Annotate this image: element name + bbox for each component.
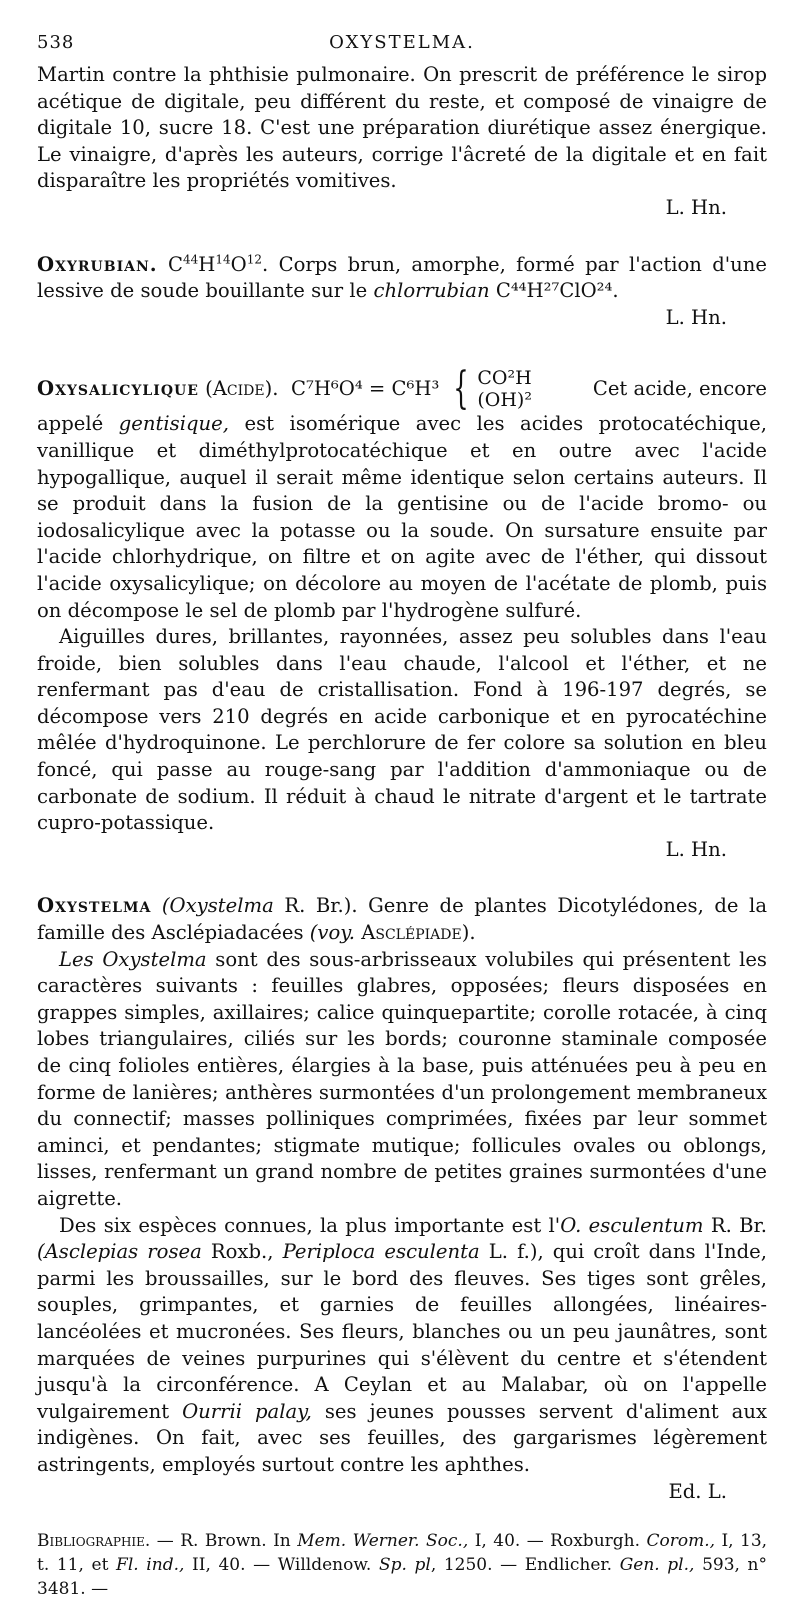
entry-headword: Oxysalicylique [37, 377, 199, 401]
entry-headword: Oxyrubian. [37, 252, 158, 276]
signature: L. Hn. [665, 305, 727, 329]
entry-oxyrubian: Oxyrubian. $C^{44}H^{14}O^{12}$. Corps brun, amorphe, formé par l'action d'une lessive de soude bouillante sur le chlorrubian C⁴⁴H²⁷ClO²⁴. [37, 252, 767, 303]
signature-line [37, 837, 767, 864]
body-text [37, 62, 767, 1601]
page [37, 28, 767, 1601]
signature-line [37, 195, 767, 222]
formula-brace: { CO²H (OH)² [453, 363, 532, 415]
entry-oxystelma: Oxystelma (Oxystelma R. Br.). Genre de plantes Dicotylédones, de la famille des Asclépiadacées (voy. Asclépiade). [37, 894, 767, 945]
running-head: OXYSTELMA. [329, 32, 475, 53]
signature: L. Hn. [665, 837, 727, 861]
paragraph: Les Oxystelma sont des sous-arbrisseaux volubiles qui présentent les caractères suivants : feuilles glabres, opposées; fleurs disposées en grappes simples, axillaires; calice quinquepartite; corolle rotacée, à cinq lobes triangulaires, ciliés sur les bords; couronne staminale composée de cinq folioles entières, élargies à la base, puis atténuées peu à peu en forme de lanières; anthères surmontées d'un prolongement membraneux du connectif; masses polliniques comprimées, fixées par leur sommet aminci, et pendantes; stigmate mutique; follicules ovales ou oblongs, lisses, renfermant un grand nombre de petites graines surmontées d'une aigrette. [37, 947, 767, 1210]
entry-headword: Oxystelma [37, 894, 152, 918]
signature-line [37, 305, 767, 332]
cross-reference: Asclépiade). [361, 921, 476, 945]
signature: Ed. L. [668, 1479, 727, 1503]
formula: $C^{44}H^{14}O^{12}$. [167, 252, 269, 276]
formula: C⁴⁴H²⁷ClO²⁴. [495, 279, 619, 303]
brace-glyph: { [453, 363, 470, 415]
bibliography-label: Bibliographie. [37, 1531, 151, 1552]
paragraph: appelé gentisique, est isomérique avec les acides protocatéchique, vanillique et diméthylprotocatéchique et en outre avec l'acide hypogallique, auquel il serait même identique selon certains auteurs. Il se produit dans la fusion de la gentisine ou de l'acide bromo- ou iodosalicylique avec la potasse ou la soude. On sursature ensuite par l'acide chlorhydrique, on filtre et on agite avec de l'éther, qui dissout l'acide oxysalicylique; on décolore au moyen de l'acétate de plomb, puis on décompose le sel de plomb par l'hydrogène sulfuré. [37, 412, 768, 622]
entry-oxysalicylique-head: Oxysalicylique (Acide). C⁷H⁶O⁴ = C⁶H³ { CO²H (OH)² Cet acide, encore [37, 363, 767, 415]
paragraph-continuation: Martin contre la phthisie pulmonaire. On prescrit de préférence le sirop acétique de digitale, peu différent du reste, et composé de vinaigre de digitale 10, sucre 18. C'est une préparation diurétique assez énergique. Le vinaigre, d'après les auteurs, corrige l'âcreté de la digitale et en fait disparaître les propriétés vomitives. [37, 63, 767, 193]
chem-name: chlorrubian [373, 279, 490, 303]
signature-line [37, 1479, 767, 1506]
bibliography: Bibliographie. — R. Brown. In Mem. Werner. Soc., I, 40. — Roxburgh. Corom., I, 13, t. 11, et Fl. ind., II, 40. — Willdenow. Sp. pl, 1250. — Endlicher. Gen. pl., 593, n° 3481. — [37, 1531, 768, 1600]
formula: C⁷H⁶O⁴ = C⁶H³ [290, 377, 440, 401]
paragraph: Des six espèces connues, la plus importante est l'O. esculentum R. Br. (Asclepias rosea Roxb., Periploca esculenta L. f.), qui croît dans l'Inde, parmi les broussailles, sur le bord des fleuves. Ses tiges sont grêles, souples, grimpantes, et garnies de feuilles allongées, linéaires-lancéolées et mucronées. Ses fleurs, blanches ou un peu jaunâtres, sont marquées de veines purpurines qui s'élèvent du centre et s'étendent jusqu'à la circonférence. A Ceylan et au Malabar, où on l'appelle vulgairement Ourrii palay, ses jeunes pousses servent d'aliment aux indigènes. On fait, avec ses feuilles, des gargarismes légèrement astringents, employés surtout contre les aphthes. [37, 1213, 768, 1476]
paragraph: Aiguilles dures, brillantes, rayonnées, assez peu solubles dans l'eau froide, bien solubles dans l'eau chaude, l'alcool et l'éther, et ne renfermant pas d'eau de cristallisation. Fond à 196-197 degrés, se décompose vers 210 degrés en acide carbonique et en pyrocatéchine mêlée d'hydroquinone. Le perchlorure de fer colore sa solution en bleu foncé, qui passe au rouge-sang par l'addition d'ammoniaque ou de carbonate de sodium. Il réduit à chaud le nitrate d'argent et le tartrate cupro-potassique. [37, 625, 767, 835]
page-number: 538 [37, 32, 75, 53]
signature: L. Hn. [665, 195, 727, 219]
page-header [37, 28, 767, 62]
